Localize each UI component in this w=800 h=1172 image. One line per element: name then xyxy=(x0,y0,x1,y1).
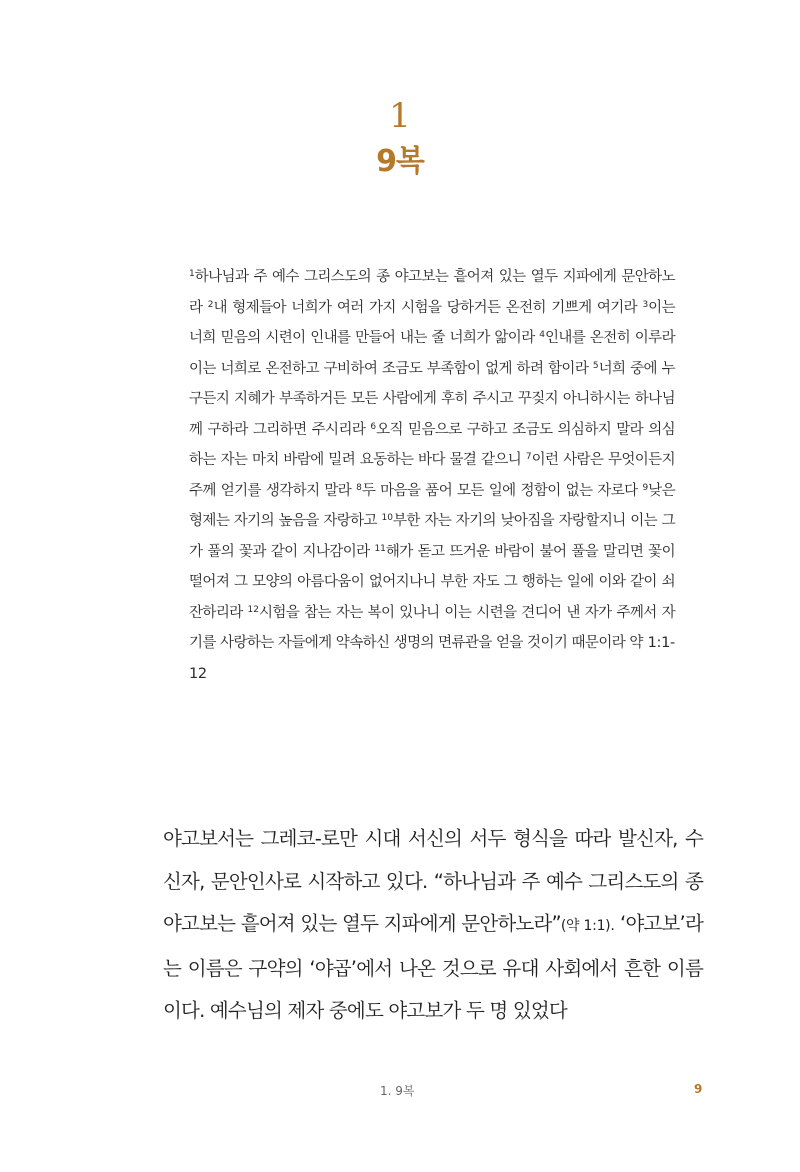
verse-text: 내 형제들아 너희가 여러 가지 시험을 당하거든 온전히 기쁘게 여기라 xyxy=(213,299,643,316)
body-citation: (약 1:1). xyxy=(560,918,615,934)
page-number: 9 xyxy=(694,1082,703,1096)
verse-number: 4 xyxy=(539,330,546,340)
verse-text: 시험을 참는 자는 복이 있나니 이는 시련을 견디어 낸 자가 주께서 자기를 사랑하는 자들에게 약속하신 생명의 면류관을 얻을 것이기 때문이라 xyxy=(189,604,675,651)
verse-text: 두 마음을 품어 모든 일에 정함이 없는 자로다 xyxy=(361,482,643,499)
verse-text: 이런 사람은 무엇이든지 주께 얻기를 생각하지 말라 xyxy=(189,452,675,499)
verse-number: 5 xyxy=(592,360,599,371)
verse-number: 7 xyxy=(525,452,532,462)
body-text-part2: ‘야고보’라는 이름은 구약의 ‘야곱’에서 나온 것으로 유대 사회에서 흔한 이름이다. 예수님의 제자 중에도 야고보가 두 명 있었다 xyxy=(163,912,703,1022)
verse-number: 6 xyxy=(370,421,377,432)
verse-number: 2 xyxy=(207,299,214,310)
verse-text: 해가 돋고 뜨거운 바람이 불어 풀을 말리면 꽃이 떨어져 그 모양의 아름다움이 없어지나니 부한 자도 그 행하는 일에 이와 같이 쇠잔하리라 xyxy=(189,543,675,621)
verse-text: 인내를 온전히 이루라 이는 너희로 온전하고 구비하여 조금도 부족함이 없게 하려 함이라 xyxy=(189,330,675,377)
running-title: 1. 9복 xyxy=(380,1084,415,1098)
verse-text: 하나님과 주 예수 그리스도의 종 야고보는 흩어져 있는 열두 지파에게 문안하노라 xyxy=(189,269,675,316)
verse-number: 10 xyxy=(381,513,393,523)
verse-text: 낮은 형제는 자기의 높음을 자랑하고 xyxy=(189,482,675,529)
verse-text: 너희 중에 누구든지 지혜가 부족하거든 모든 사람에게 후히 주시고 꾸짖지 아니하시는 하나님께 구하라 그리하면 주시리라 xyxy=(189,360,675,438)
verse-text: 오직 믿음으로 구하고 조금도 의심하지 말라 의심하는 자는 마치 바람에 밀려 요동하는 바다 물결 같으니 xyxy=(189,421,676,468)
chapter-number: 1 xyxy=(389,96,411,136)
verse-number: 11 xyxy=(374,543,386,554)
scripture-reference: 약 1:1-12 xyxy=(189,635,675,682)
verse-number: 12 xyxy=(247,604,259,615)
scripture-passage xyxy=(189,262,675,689)
verse-text: 부한 자는 자기의 낮아짐을 자랑할지니 이는 그가 풀의 꽃과 같이 지나감이라 xyxy=(189,513,675,560)
verse-number: 3 xyxy=(642,299,649,310)
body-text-part1: 야고보서는 그레코-로만 시대 서신의 서두 형식을 따라 발신자, 수신자, 문안인사로 시작하고 있다. “하나님과 주 예수 그리스도의 종 야고보는 흩어져 있는 열두 지파에게 문안하노라” xyxy=(163,827,703,935)
verse-number: 9 xyxy=(642,482,649,493)
verse-number: 1 xyxy=(189,269,195,279)
chapter-title: 9복 xyxy=(376,144,424,179)
body-paragraph xyxy=(163,818,703,1033)
verse-text: 이는 너희 믿음의 시련이 인내를 만들어 내는 줄 너희가 앎이라 xyxy=(189,299,675,346)
verse-number: 8 xyxy=(356,482,362,493)
